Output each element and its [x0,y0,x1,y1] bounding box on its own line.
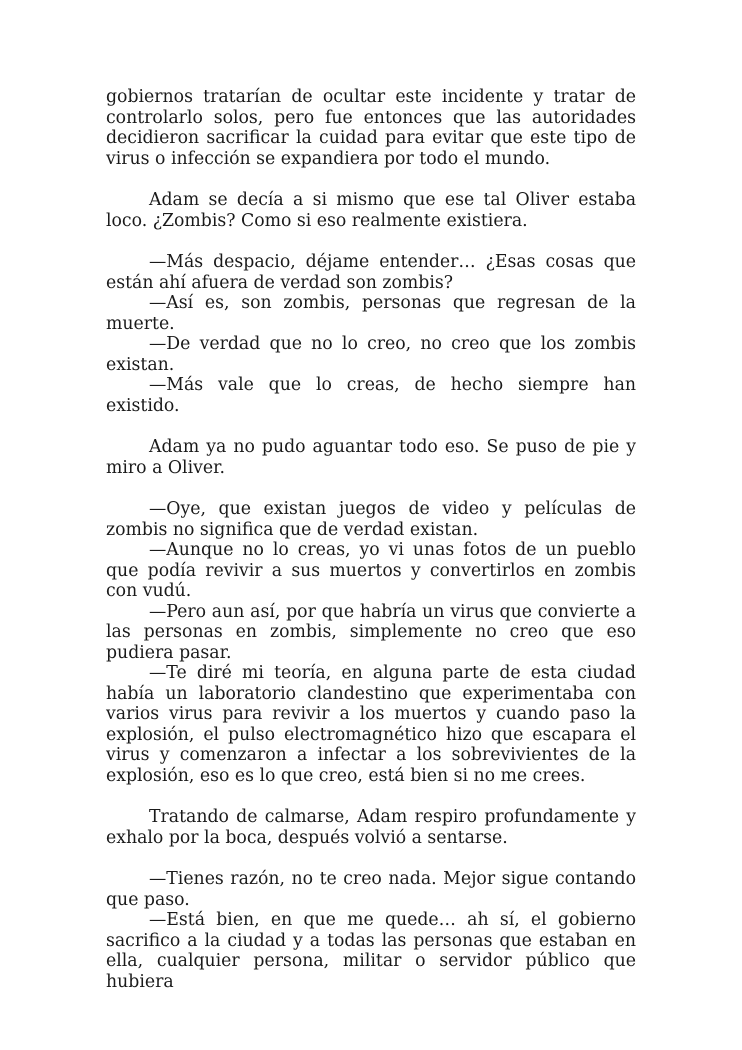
paragraph-gap [106,478,636,499]
dialogue-line-2: —Así es, son zombis, personas que regresan de la muerte. [106,293,636,334]
paragraph-gap [106,231,636,252]
dialogue-line-5: —Oye, que existan juegos de video y películas de zombis no significa que de verdad existan. [106,499,636,540]
dialogue-line-10: —Está bien, en que me quede… ah sí, el gobierno sacrifico a la ciudad y a todas las personas que estaban en ella, cualquier persona, militar o servidor público que hubiera [106,910,636,992]
paragraph-gap [106,786,636,807]
paragraph-2: Adam se decía a si mismo que ese tal Oliver estaba loco. ¿Zombis? Como si eso realmente existiera. [106,190,636,231]
dialogue-line-1: —Más despacio, déjame entender… ¿Esas cosas que están ahí afuera de verdad son zombis? [106,252,636,293]
dialogue-line-7: —Pero aun así, por que habría un virus que convierte a las personas en zombis, simplemente no creo que eso pudiera pasar. [106,601,636,663]
dialogue-line-3: —De verdad que no lo creo, no creo que los zombis existan. [106,334,636,375]
paragraph-gap [106,848,636,869]
paragraph-3: Adam ya no pudo aguantar todo eso. Se puso de pie y miro a Oliver. [106,437,636,478]
dialogue-line-8: —Te diré mi teoría, en alguna parte de esta ciudad había un laboratorio clandestino que experimentaba con varios virus para revivir a los muertos y cuando paso la explosión, el pulso electromagnético hizo que escapara el virus y comenzaron a infectar a los sobrevivientes de la explosión, eso es lo que creo, está bien si no me crees. [106,663,636,786]
paragraph-gap [106,169,636,190]
paragraph-gap [106,416,636,437]
dialogue-line-6: —Aunque no lo creas, yo vi unas fotos de un pueblo que podía revivir a sus muertos y convertirlos en zombis con vudú. [106,540,636,601]
dialogue-line-4: —Más vale que lo creas, de hecho siempre han existido. [106,375,636,416]
paragraph-1: gobiernos tratarían de ocultar este incidente y tratar de controlarlo solos, pero fue entonces que las autoridades decidieron sacrificar la cuidad para evitar que este tipo de virus o infección se expandiera por todo el mundo. [106,87,636,169]
paragraph-4: Tratando de calmarse, Adam respiro profundamente y exhalo por la boca, después volvió a sentarse. [106,807,636,848]
document-page [106,87,636,992]
dialogue-line-9: —Tienes razón, no te creo nada. Mejor sigue contando que paso. [106,869,636,910]
